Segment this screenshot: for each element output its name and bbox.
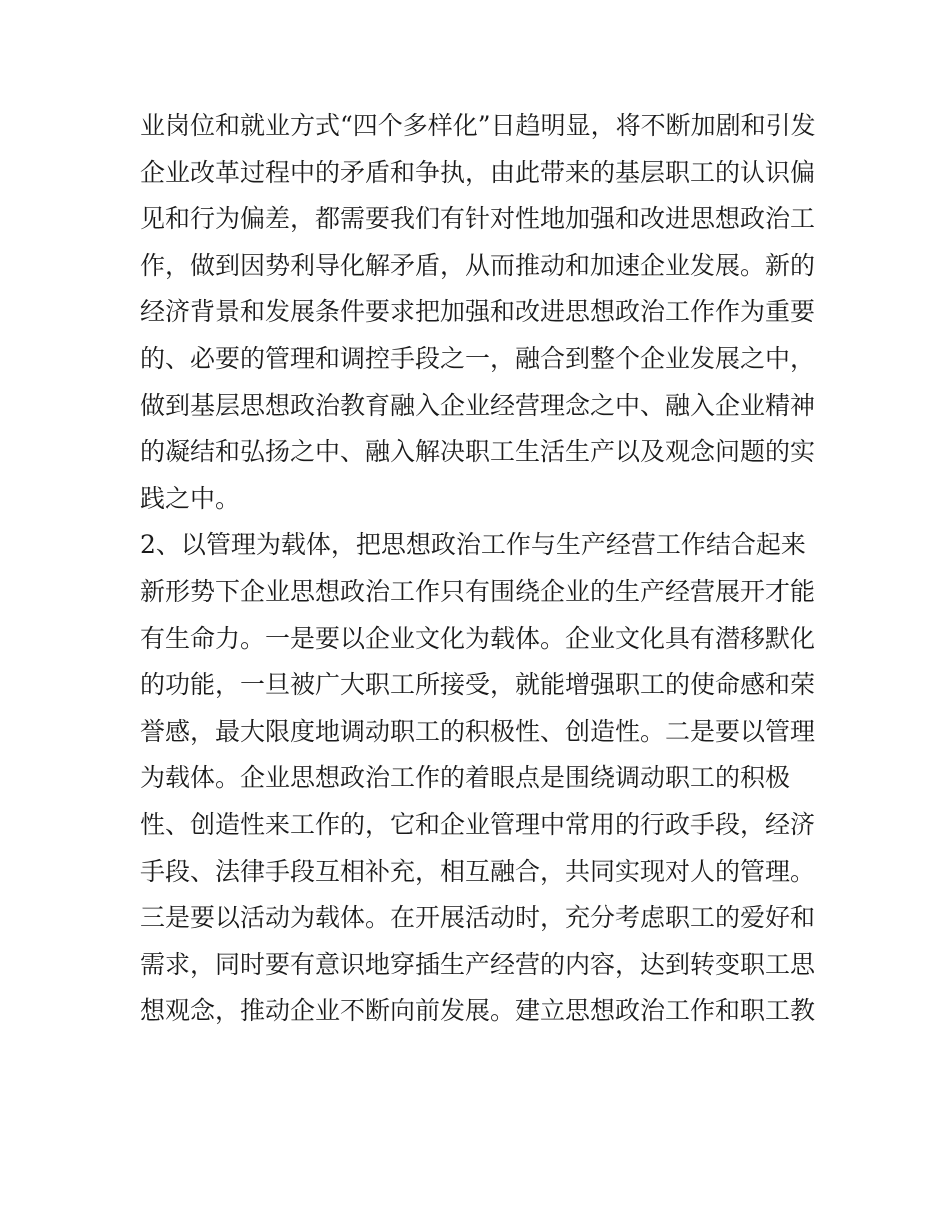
text-line: 想观念，推动企业不断向前发展。建立思想政治工作和职工教 [140,996,816,1026]
text-line: 为载体。企业思想政治工作的着眼点是围绕调动职工的积极 [140,763,791,793]
text-line: 需求，同时要有意识地穿插生产经营的内容，达到转变职工思 [140,949,816,979]
text-line: 作，做到因势利导化解矛盾，从而推动和加速企业发展。新的 [140,250,816,280]
text-line: 手段、法律手段互相补充，相互融合，共同实现对人的管理。 [140,856,816,886]
text-line: 的、必要的管理和调控手段之一，融合到整个企业发展之中， [140,343,816,373]
text-line: 经济背景和发展条件要求把加强和改进思想政治工作作为重要 [140,297,816,327]
text-line: 三是要以活动为载体。在开展活动时，充分考虑职工的爱好和 [140,903,816,933]
text-line: 性、创造性来工作的，它和企业管理中常用的行政手段，经济 [140,809,816,839]
text-line: 企业改革过程中的矛盾和争执，由此带来的基层职工的认识偏 [140,157,816,187]
text-line: 的凝结和弘扬之中、融入解决职工生活生产以及观念问题的实 [140,437,816,467]
document-body [140,103,820,1035]
text-line: 誉感，最大限度地调动职工的积极性、创造性。二是要以管理 [140,716,816,746]
text-line: 业岗位和就业方式“四个多样化”日趋明显，将不断加剧和引发 [140,111,816,140]
text-line: 做到基层思想政治教育融入企业经营理念之中、融入企业精神 [140,390,816,420]
section-heading: 2、以管理为载体，把思想政治工作与生产经营工作结合起来 [140,530,806,560]
text-line: 新形势下企业思想政治工作只有围绕企业的生产经营展开才能 [140,576,816,606]
text-line: 见和行为偏差，都需要我们有针对性地加强和改进思想政治工 [140,204,816,234]
text-line: 有生命力。一是要以企业文化为载体。企业文化具有潜移默化 [140,623,816,653]
text-line: 的功能，一旦被广大职工所接受，就能增强职工的使命感和荣 [140,670,816,700]
text-line: 践之中。 [140,483,241,513]
